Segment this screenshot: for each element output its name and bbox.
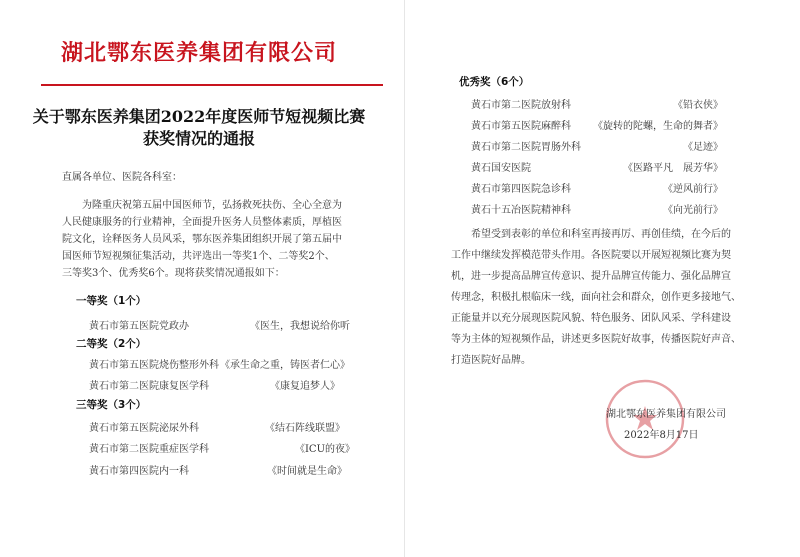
award-work: 《ICU的夜》 xyxy=(294,444,355,455)
second-prize-heading: 二等奖（2个） xyxy=(76,338,147,350)
award-unit: 黄石市第二医院胃肠外科 xyxy=(471,142,581,153)
award-work: 《向光前行》 xyxy=(663,205,723,216)
award-work: 《医路平凡 展芳华》 xyxy=(623,163,723,174)
letterhead-red-rule xyxy=(41,84,383,86)
first-prize-heading: 一等奖（1个） xyxy=(76,295,147,307)
intro-line: 三等奖3个、优秀奖6个。现将获奖情况通报如下： xyxy=(62,268,285,279)
closing-line: 传理念，积极扎根临床一线，面向社会和群众，创作更多接地气、 xyxy=(451,292,741,303)
closing-line: 正能量并以充分展现医院风貌、特色服务、团队风采、学科建设 xyxy=(451,313,731,324)
salutation: 直属各单位、医院各科室： xyxy=(62,172,182,183)
closing-line: 机，进一步提高品牌宣传意识、提升品牌宣传能力、强化品牌宣 xyxy=(451,271,731,282)
closing-line: 打造医院好品牌。 xyxy=(451,355,531,366)
award-unit: 黄石国安医院 xyxy=(471,163,531,174)
award-work: 《承生命之重，铸医者仁心》 xyxy=(220,360,350,371)
intro-line: 国医师节短视频征集活动，共评选出一等奖1个、二等奖2个、 xyxy=(62,251,335,262)
award-work: 《旋转的陀螺，生命的舞者》 xyxy=(593,121,723,132)
award-unit: 黄石十五冶医院精神科 xyxy=(471,205,571,216)
award-work: 《康复追梦人》 xyxy=(270,381,340,392)
closing-line: 工作中继续发挥模范带头作用。各医院要以开展短视频比赛为契 xyxy=(451,250,731,261)
intro-line: 人民健康服务的行业精神，全面提升医务人员整体素质，厚植医 xyxy=(62,217,342,228)
intro-line: 院文化，诠释医务人员风采，鄂东医养集团组织开展了第五届中 xyxy=(62,234,342,245)
award-unit: 黄石市第四医院急诊科 xyxy=(471,184,571,195)
award-unit: 黄石市第五医院党政办 xyxy=(89,321,189,332)
award-work: 《医生，我想说给你听 xyxy=(250,321,350,332)
award-unit: 黄石市第五医院麻醉科 xyxy=(471,121,571,132)
signature-date: 2022年8月17日 xyxy=(624,430,699,441)
doc-title-line1: 关于鄂东医养集团2022年度医师节短视频比赛 xyxy=(32,107,366,126)
org-letterhead: 湖北鄂东医养集团有限公司 xyxy=(60,41,337,66)
award-unit: 黄石市第二医院放射科 xyxy=(471,100,571,111)
excellent-prize-heading: 优秀奖（6个） xyxy=(459,76,530,88)
page-fold-divider xyxy=(404,0,405,557)
award-unit: 黄石市第二医院重症医学科 xyxy=(89,444,209,455)
award-work: 《时间就是生命》 xyxy=(267,466,347,477)
award-unit: 黄石市第四医院内一科 xyxy=(89,466,189,477)
closing-line: 等为主体的短视频作品，讲述更多医院好故事，传播医院好声音、 xyxy=(451,334,741,345)
closing-line: 希望受到表彰的单位和科室再接再厉、再创佳绩，在今后的 xyxy=(471,229,731,240)
award-unit: 黄石市第五医院烧伤整形外科 xyxy=(89,360,219,371)
award-work: 《足迹》 xyxy=(683,142,723,153)
third-prize-heading: 三等奖（3个） xyxy=(76,399,147,411)
award-unit: 黄石市第二医院康复医学科 xyxy=(89,381,209,392)
award-work: 《铅衣侠》 xyxy=(673,100,723,111)
intro-line: 为隆重庆祝第五届中国医师节，弘扬救死扶伤、全心全意为 xyxy=(82,200,342,211)
signature-org: 湖北鄂东医养集团有限公司 xyxy=(606,409,726,420)
doc-title-line2: 获奖情况的通报 xyxy=(142,129,255,148)
award-unit: 黄石市第五医院泌尿外科 xyxy=(89,423,199,434)
award-work: 《逆风前行》 xyxy=(663,184,723,195)
award-work: 《结石阵线联盟》 xyxy=(265,423,345,434)
